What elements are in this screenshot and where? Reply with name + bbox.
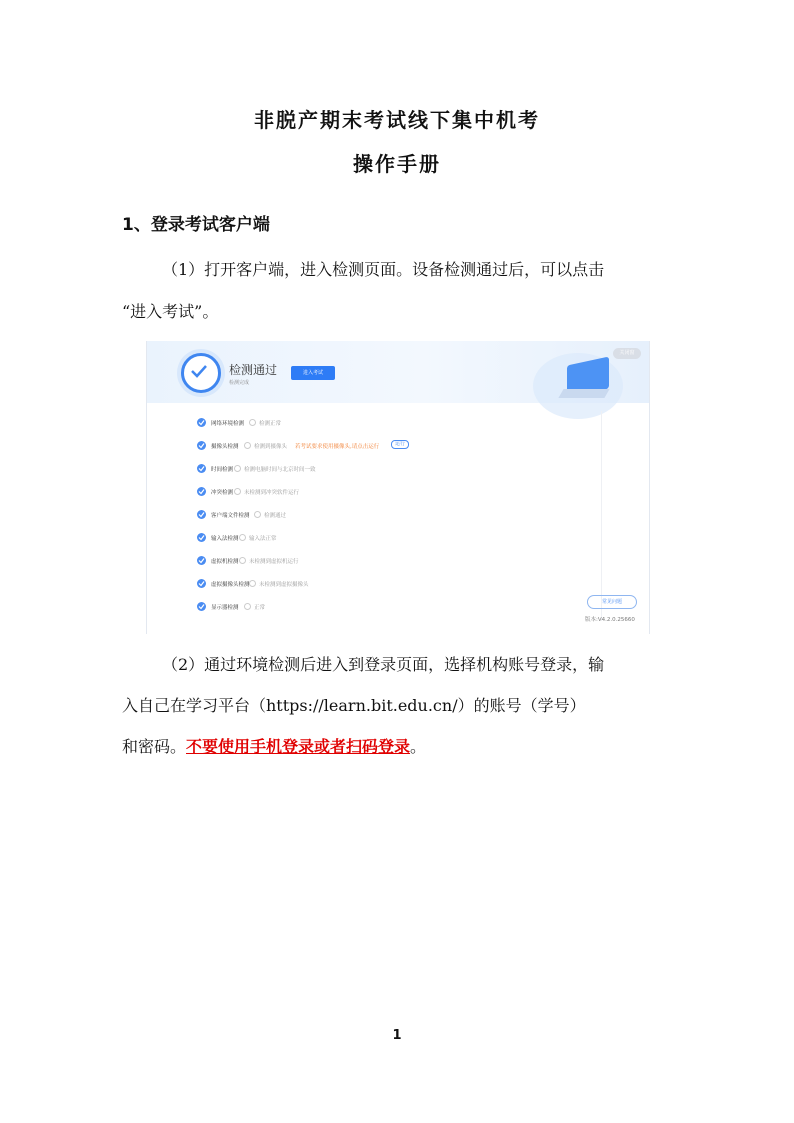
paragraph-2-line-3-prefix: 和密码。: [122, 737, 187, 756]
check-icon: [197, 602, 206, 611]
document-title: 非脱产期末考试线下集中机考: [254, 108, 540, 132]
check-item-name: 摄像头检测: [211, 444, 239, 450]
paragraph-2-line-3-suffix: 。: [410, 737, 427, 756]
page-number: 1: [392, 1028, 402, 1043]
section-heading: 1、登录考试客户端: [122, 215, 270, 235]
enter-exam-button[interactable]: 进入考试: [291, 366, 335, 380]
paragraph-2-line-1: （2）通过环境检测后进入到登录页面，选择机构账号登录，输: [162, 655, 605, 674]
check-item-name: 网络环境检测: [211, 421, 245, 427]
check-item-name: 显示器检测: [211, 605, 239, 611]
check-icon: [197, 556, 206, 565]
check-item-status: 检测通过: [264, 513, 287, 519]
detection-screenshot: [146, 341, 650, 634]
screenshot-header: [147, 341, 649, 403]
paragraph-2-line-2: 入自己在学习平台（https://learn.bit.edu.cn/）的账号（学号）: [122, 696, 586, 715]
check-icon: [197, 579, 206, 588]
screenshot-title: 检测通过: [229, 363, 278, 377]
check-icon: [197, 533, 206, 542]
check-item-status: 检测到摄像头: [254, 444, 288, 450]
check-item-status: 输入法正常: [249, 536, 277, 542]
document-subtitle: 操作手册: [353, 152, 441, 176]
check-item-status: 未检测到冲突软件运行: [244, 490, 300, 496]
run-camera-button[interactable]: 运行: [391, 440, 409, 449]
check-icon: [197, 487, 206, 496]
camera-warning: 若考试要求使用摄像头,请点击运行: [295, 444, 380, 450]
paragraph-1-line-2: “进入考试”。: [122, 302, 219, 321]
check-item-name: 冲突检测: [211, 490, 234, 496]
login-warning: 不要使用手机登录或者扫码登录: [186, 737, 411, 756]
check-item-status: 检测电脑时间与北京时间一致: [244, 467, 316, 473]
check-item-name: 输入法检测: [211, 536, 239, 542]
divider: [601, 411, 602, 621]
paragraph-2-line-3: [122, 737, 426, 757]
screenshot-subtitle: 检测完成: [229, 380, 250, 386]
version-label: 版本:V4.2.0.25660: [585, 617, 635, 623]
check-item-status: 未检测到虚拟摄像头: [259, 582, 309, 588]
check-item-name: 时间检测: [211, 467, 234, 473]
check-item-name: 虚拟机检测: [211, 559, 239, 565]
check-icon: [197, 464, 206, 473]
check-icon: [197, 441, 206, 450]
faq-button[interactable]: 常见问题: [587, 595, 637, 609]
check-item-status: 未检测到虚拟机运行: [249, 559, 299, 565]
check-item-status: 正常: [254, 605, 266, 611]
paragraph-1-line-1: （1）打开客户端，进入检测页面。设备检测通过后，可以点击: [162, 260, 605, 279]
check-item-name: 虚拟摄像头检测: [211, 582, 250, 588]
close-window-button[interactable]: 关闭窗: [613, 348, 641, 359]
check-circle-icon: [181, 353, 221, 393]
check-icon: [197, 510, 206, 519]
check-item-name: 客户端文件检测: [211, 513, 250, 519]
check-item-status: 检测正常: [259, 421, 282, 427]
check-icon: [197, 418, 206, 427]
